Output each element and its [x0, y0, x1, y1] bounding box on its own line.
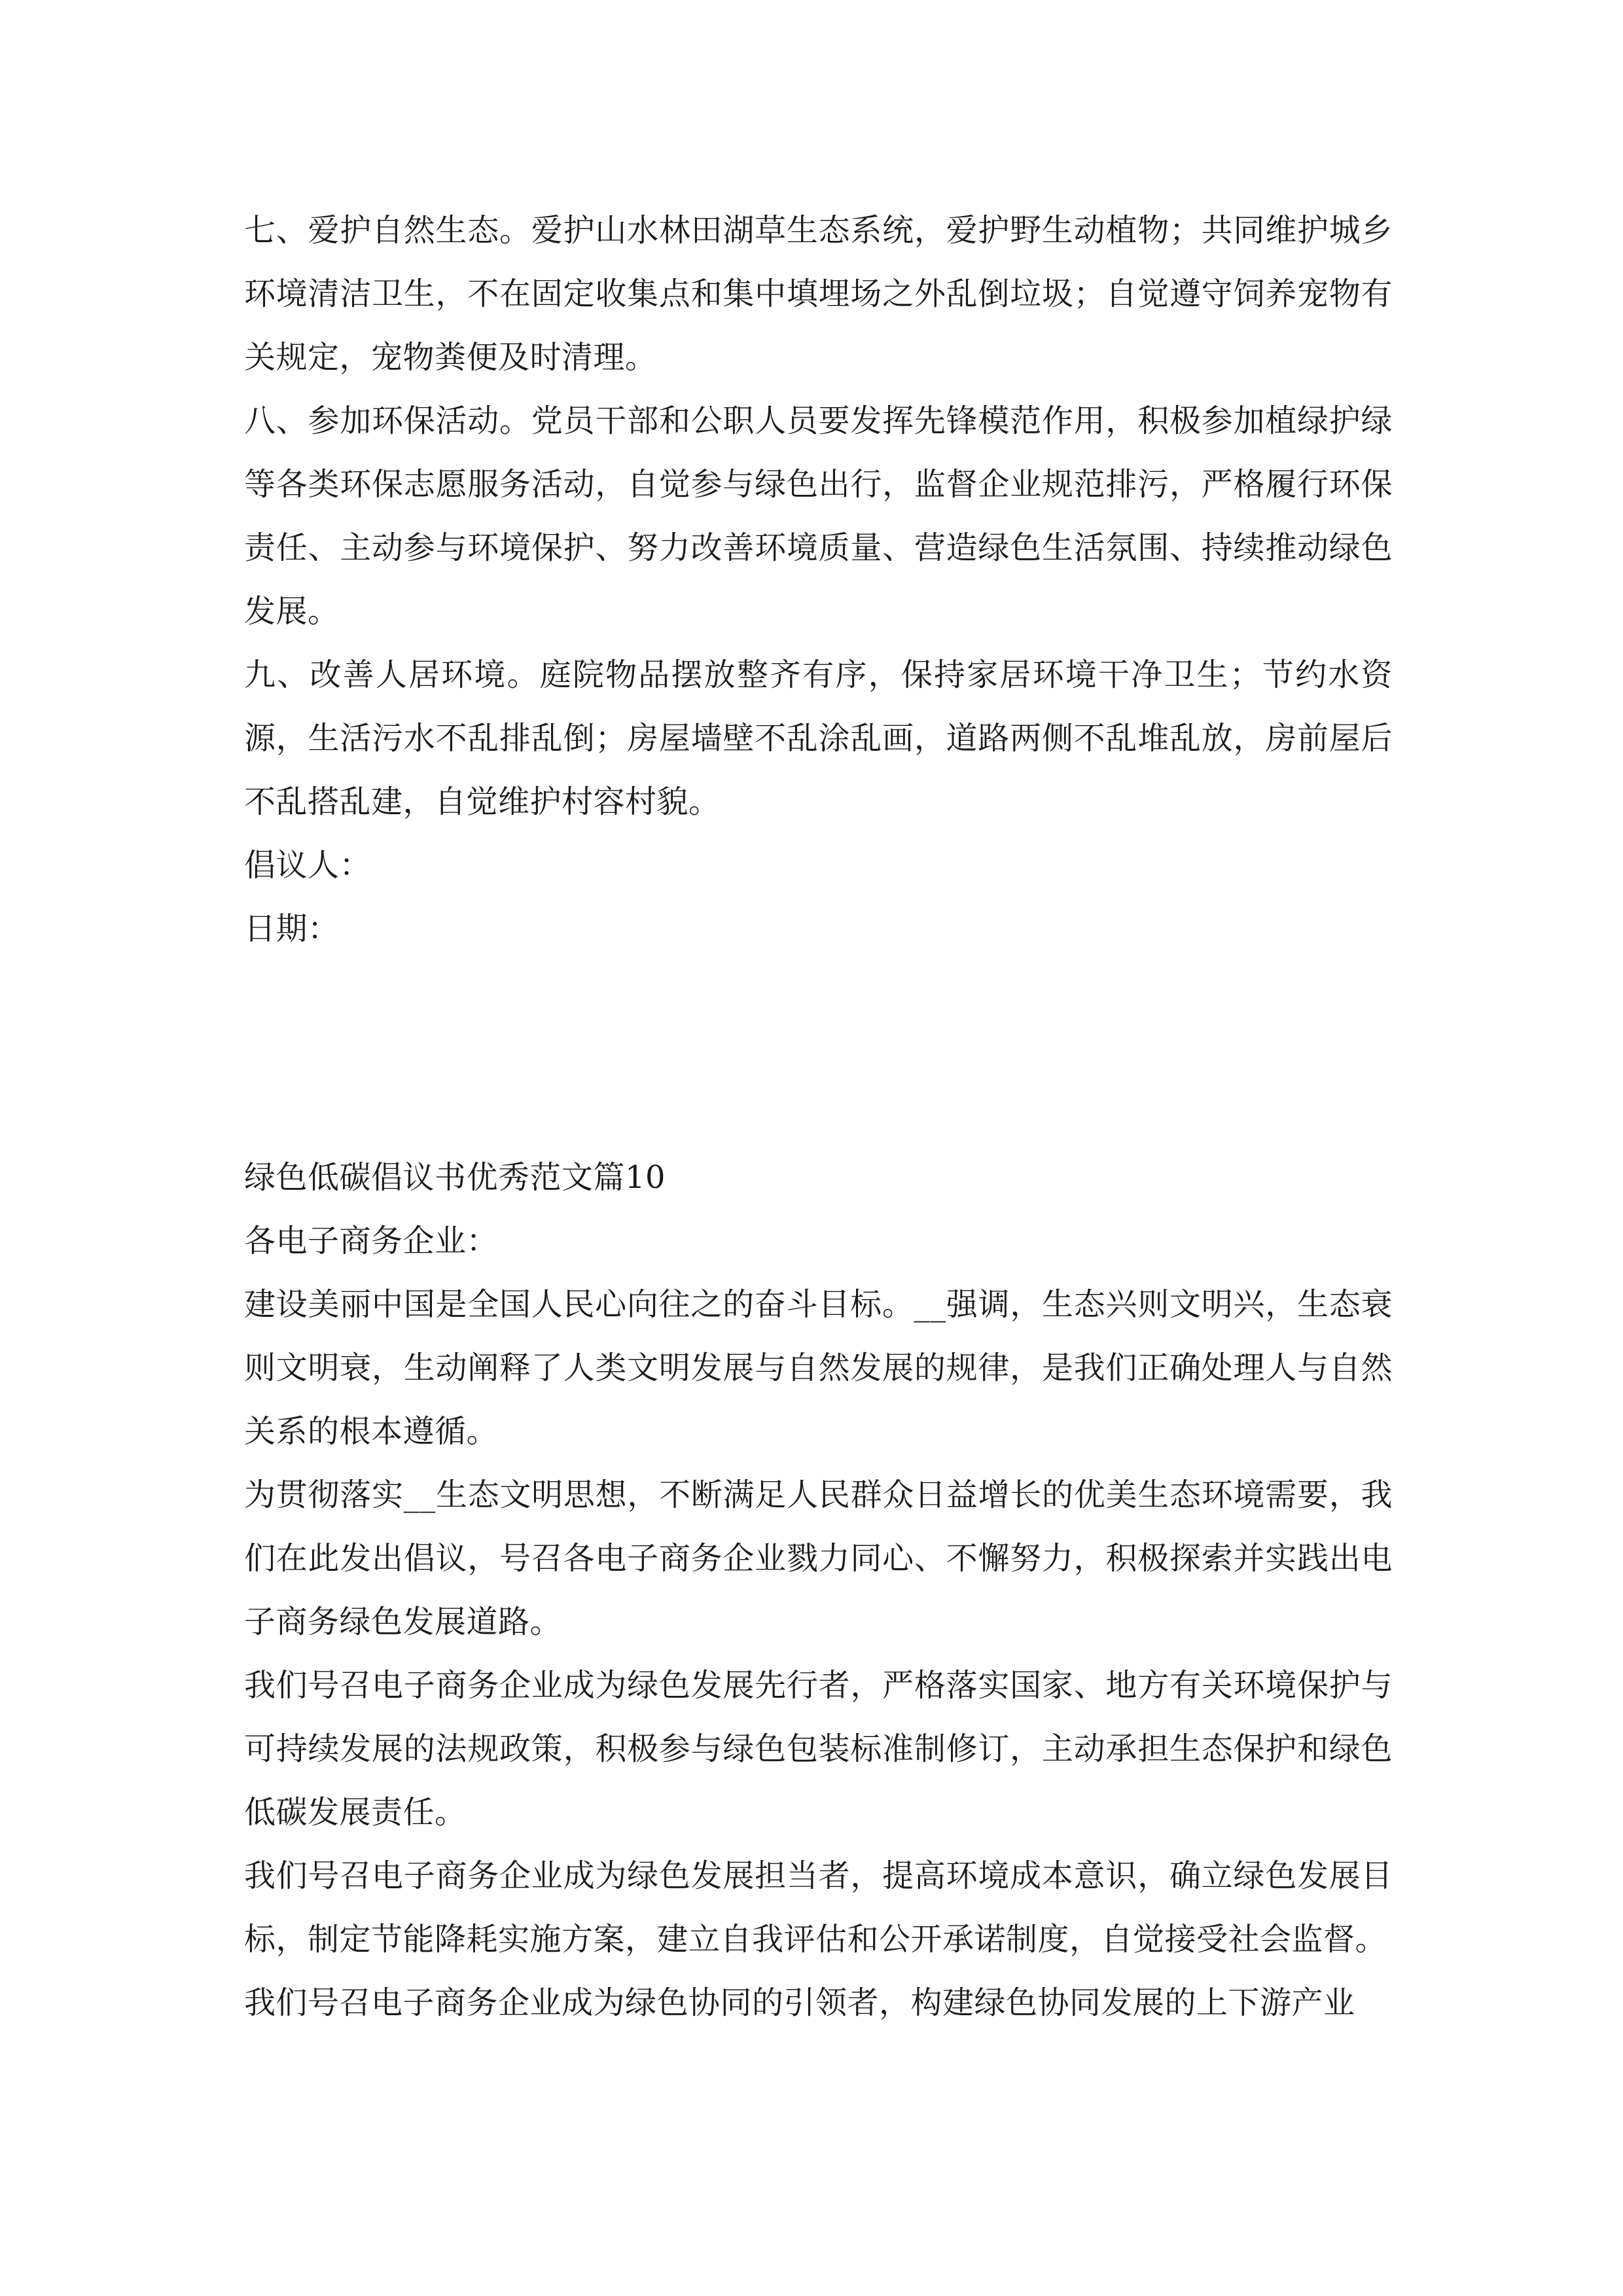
section-spacer	[244, 961, 1393, 1146]
paragraph-intro: 建设美丽中国是全国人民心向往之的奋斗目标。__强调，生态兴则文明兴，生态衰则文明衰，生动阐释了人类文明发展与自然发展的规律，是我们正确处理人与自然关系的根本遵循。	[244, 1286, 1393, 1450]
paragraph-responsible: 我们号召电子商务企业成为绿色发展担当者，提高环境成本意识，确立绿色发展目标，制定节能降耗实施方案，建立自我评估和公开承诺制度，自觉接受社会监督。	[244, 1857, 1393, 1958]
section-title: 绿色低碳倡议书优秀范文篇10	[244, 1159, 666, 1196]
paragraph-implement: 为贯彻落实__生态文明思想，不断满足人民群众日益增长的优美生态环境需要，我们在此发出倡议，号召各电子商务企业戮力同心、不懈努力，积极探索并实践出电子商务绿色发展道路。	[244, 1477, 1393, 1640]
document-body	[244, 199, 1393, 2035]
paragraph-leader: 我们号召电子商务企业成为绿色协同的引领者，构建绿色协同发展的上下游产业	[244, 1984, 1355, 2021]
date-line: 日期：	[244, 910, 340, 947]
paragraph-nine: 九、改善人居环境。庭院物品摆放整齐有序，保持家居环境干净卫生；节约水资源，生活污水不乱排乱倒；房屋墙壁不乱涂乱画，道路两侧不乱堆乱放，房前屋后不乱搭乱建，自觉维护村容村貌。	[244, 656, 1393, 820]
paragraph-pioneer: 我们号召电子商务企业成为绿色发展先行者，严格落实国家、地方有关环境保护与可持续发展的法规政策，积极参与绿色包装标准制修订，主动承担生态保护和绿色低碳发展责任。	[244, 1667, 1393, 1831]
salutation: 各电子商务企业：	[244, 1223, 499, 1259]
paragraph-seven: 七、爱护自然生态。爱护山水林田湖草生态系统，爱护野生动植物；共同维护城乡环境清洁卫生，不在固定收集点和集中填埋场之外乱倒垃圾；自觉遵守饲养宠物有关规定，宠物粪便及时清理。	[244, 212, 1393, 376]
proposer-line: 倡议人：	[244, 847, 372, 884]
paragraph-eight: 八、参加环保活动。党员干部和公职人员要发挥先锋模范作用，积极参加植绿护绿等各类环保志愿服务活动，自觉参与绿色出行，监督企业规范排污，严格履行环保责任、主动参与环境保护、努力改善环境质量、营造绿色生活氛围、持续推动绿色发展。	[244, 403, 1393, 630]
